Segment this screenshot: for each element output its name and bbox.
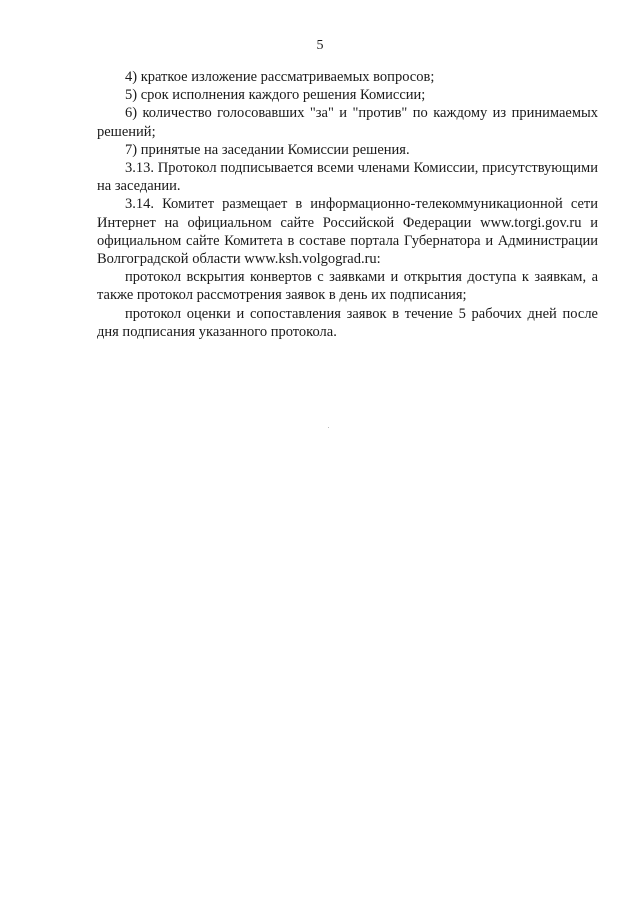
paragraph-opening-protocol: протокол вскрытия конвертов с заявками и открытия доступа к заявкам, а также протокол рассмотрения заявок в день их подписания; — [97, 269, 598, 304]
paragraph-item-5: 5) срок исполнения каждого решения Комиссии; — [125, 87, 426, 104]
paragraph-item-4: 4) краткое изложение рассматриваемых вопросов; — [125, 69, 435, 85]
paragraph-3-14: 3.14. Комитет размещает в информационно-телекоммуникационной сети Интернет на официальном сайте Российской Федерации www.torgi.gov.ru и официальном сайте Комитета в составе портала Губернатора и Администрации Волгоградской области www.ksh.volgograd.ru: — [97, 196, 598, 268]
scan-speck — [328, 427, 329, 428]
page-number: 5 — [316, 38, 324, 53]
paragraph-3-13: 3.13. Протокол подписывается всеми членами Комиссии, присутствующими на заседании. — [97, 160, 598, 195]
paragraph-item-6: 6) количество голосовавших "за" и "против" по каждому из принимаемых решений; — [97, 105, 598, 140]
paragraph-item-7: 7) принятые на заседании Комиссии решения. — [125, 141, 410, 158]
document-body — [97, 68, 598, 341]
paragraph-evaluation-protocol: протокол оценки и сопоставления заявок в течение 5 рабочих дней после дня подписания указанного протокола. — [97, 305, 598, 340]
